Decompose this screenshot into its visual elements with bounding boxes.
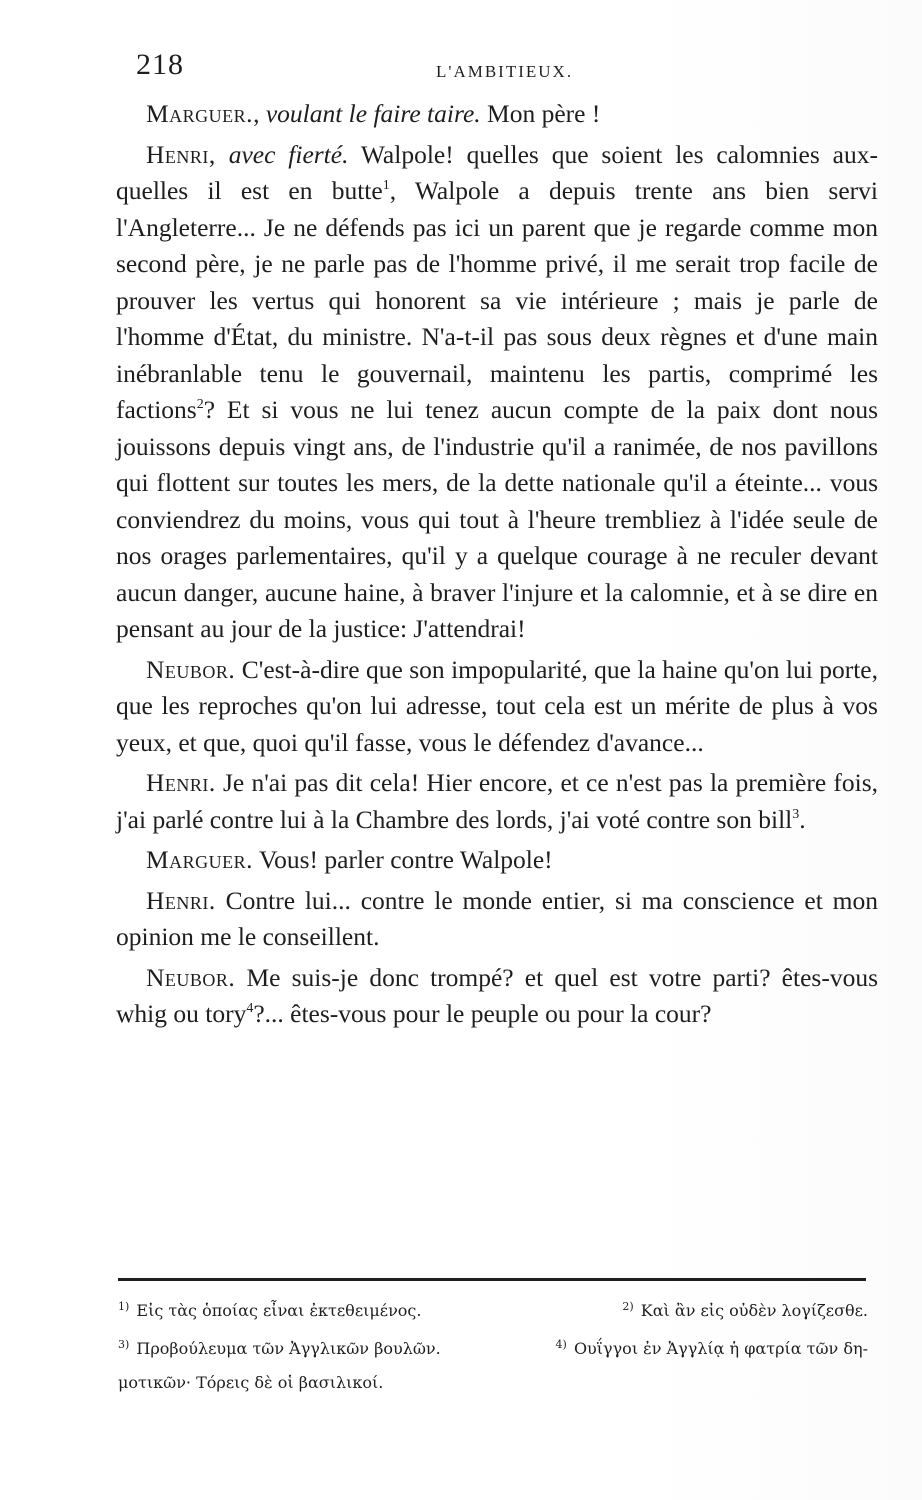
speaker-name: Henri. — [146, 885, 216, 915]
footnote-text: Εἰς τὰς ὁποίας εἶναι ἐκτεθειμένος. — [136, 1301, 422, 1320]
footnote-row — [118, 1366, 868, 1400]
footnote-ref: 4 — [246, 1001, 254, 1016]
page-number: 218 — [136, 48, 184, 81]
speech-text: . — [799, 804, 806, 834]
speech-text: Je n'ai pas dit cela! Hier encore, et ce n'est pas la première fois, j'ai parlé contre lui à la Chambre des lords, j'ai voté contre son bill — [116, 768, 878, 834]
footnote-ref: 1 — [382, 178, 390, 193]
footnote-4-continued: μοτικῶν· Τόρεις δὲ οἱ βασιλικοί. — [118, 1373, 384, 1392]
footnote-row — [118, 1290, 868, 1328]
footnote-text: Ουΐγγοι ἐν Ἀγγλίᾳ ἡ φατρία τῶν δη- — [573, 1339, 868, 1358]
dialogue-text — [116, 96, 878, 1037]
footnote-3 — [118, 1328, 441, 1366]
footnote-number: 4) — [555, 1338, 567, 1351]
speech-text: ?... êtes-vous pour le peuple ou pour la cour? — [253, 999, 712, 1028]
speech-text: Me suis-je donc trompé? et quel est votre parti? êtes-vous whig ou tory — [116, 962, 878, 1028]
paragraph — [116, 765, 878, 838]
paragraph — [116, 842, 878, 879]
speaker-name: Neubor. — [146, 962, 236, 992]
paragraph: Marguer., voulant le faire taire. Mon père ! — [146, 99, 601, 128]
speech-text: Vous! parler contre Walpole! — [253, 845, 553, 874]
speaker-name: Neubor. — [146, 654, 236, 684]
stage-direction: avec fierté. — [228, 139, 349, 169]
footnote-ref: 3 — [792, 806, 800, 822]
speech-text: Walpole! quelles que soient les calomnies aux-quelles il est en butte — [116, 139, 878, 205]
paragraph — [116, 137, 878, 648]
paragraph — [116, 652, 878, 762]
footnote-number: 2) — [622, 1300, 634, 1313]
stage-direction: voulant le faire taire. — [265, 99, 481, 128]
footnote-2 — [622, 1290, 868, 1328]
speaker-name: Marguer. — [146, 99, 254, 128]
speaker-name: Marguer. — [146, 845, 254, 874]
speech-text: Contre lui... contre le monde entier, si ma conscience et mon opinion me le conseillent. — [116, 885, 878, 951]
footnote-number: 3) — [118, 1338, 130, 1351]
footnote-row — [118, 1328, 868, 1366]
speech-text: , Walpole a depuis trente ans bien servi l'Angleterre... Je ne défends pas ici un parent que je regarde comme mon second père, je ne parle pas de l'homme privé, il me serait trop facile de prouver les vertus qui honorent sa vie intérieure ; mais je parle de l'homme d'État, du ministre. N'a-t-il pas sous deux règnes et d'une main inébranlable tenu le gouvernail, maintenu les partis, comprimé les factions — [116, 176, 879, 424]
footnote-text: Προβούλευμα τῶν Ἀγγλικῶν βουλῶν. — [136, 1339, 441, 1358]
speaker-name: Henri, — [146, 139, 216, 169]
paragraph — [116, 883, 878, 956]
footnotes — [118, 1290, 868, 1400]
footnote-text: Καὶ ἂν εἰς οὐδὲν λογίζεσθε. — [640, 1301, 868, 1320]
footnote-ref: 2 — [196, 397, 204, 412]
paragraph — [116, 960, 878, 1033]
footnote-number: 1) — [118, 1300, 130, 1313]
running-title: L'AMBITIEUX. — [436, 62, 574, 81]
speech-text: Mon père ! — [480, 99, 601, 128]
speech-text: C'est-à-dire que son impopularité, que la haine qu'on lui porte, que les reproches qu'on lui adresse, tout cela est un mérite de plus à vos yeux, et que, quoi qu'il fasse, vous le défendez d'avance... — [116, 654, 878, 757]
speech-text: ? Et si vous ne lui tenez aucun compte de la paix dont nous jouissons depuis vingt ans, de l'industrie qu'il a ranimée, de nos pavillons qui flottent sur toutes les mers, de la dette nationale qu'il a éteinte... vous conviendrez du moins, vous qui tout à l'heure trembliez à l'idée seule de nos orages parlementaires, qu'il y a quelque courage à ne reculer devant aucun danger, aucune haine, à braver l'injure et la calomnie, et à se dire en pensant au jour de la justice: J'attendrai! — [116, 395, 878, 643]
speaker-name: Henri. — [146, 768, 216, 797]
footnote-1 — [118, 1290, 421, 1328]
footnote-4 — [556, 1328, 868, 1366]
footnote-divider — [118, 1278, 866, 1281]
page-header — [136, 44, 596, 84]
